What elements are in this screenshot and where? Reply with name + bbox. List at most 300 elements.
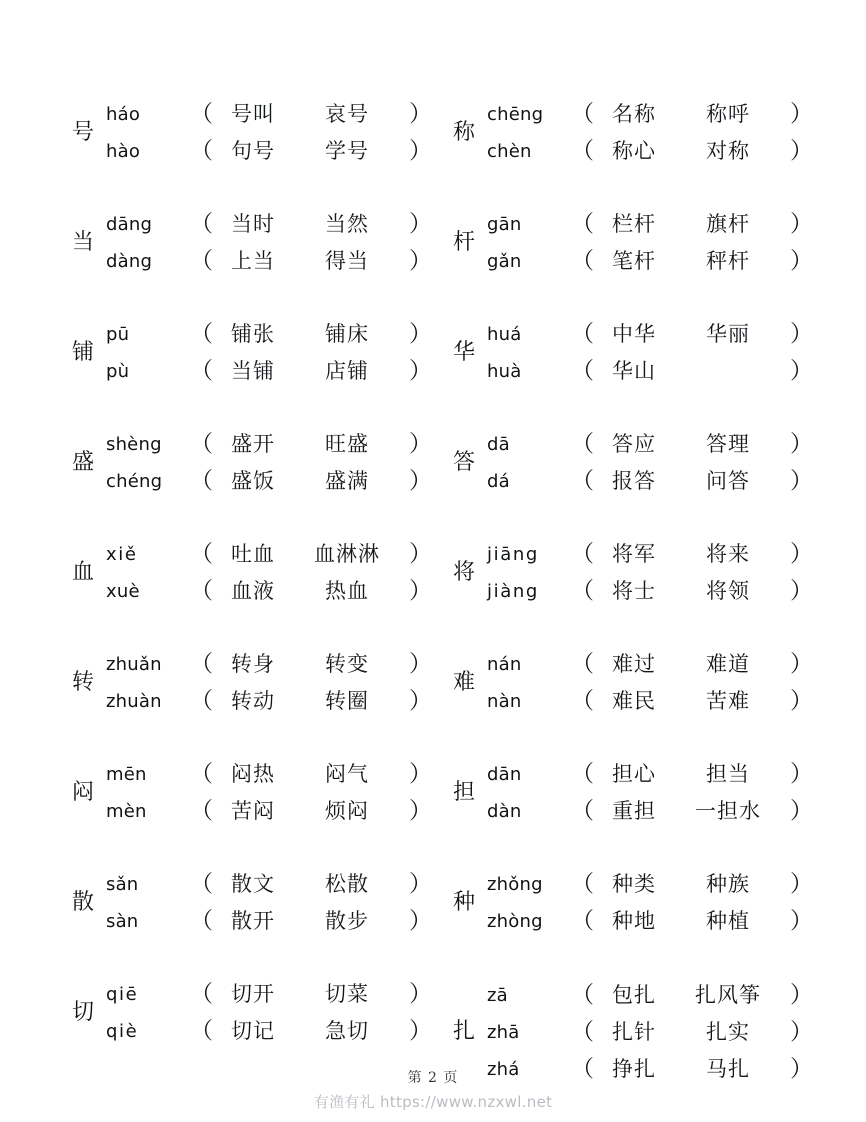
word-slot: 一担水 — [695, 799, 761, 823]
paren-open: （ — [571, 101, 594, 127]
word-slot: 切记 — [231, 1019, 275, 1043]
paren-close: ） — [790, 798, 813, 824]
word-slots — [589, 214, 788, 235]
paren-open: （ — [571, 688, 594, 714]
word-slots — [208, 104, 407, 125]
paren-close: ） — [790, 468, 813, 494]
paren-open: （ — [190, 321, 213, 347]
paren-close: ） — [409, 871, 432, 897]
reading-rows — [106, 646, 432, 720]
word-slot: 种地 — [612, 909, 656, 933]
paren-open: （ — [190, 651, 213, 677]
word-slot: 种植 — [706, 909, 750, 933]
paren-open: （ — [571, 138, 594, 164]
word-slot: 对称 — [706, 139, 750, 163]
head-character: 血 — [71, 560, 94, 585]
paren-open: （ — [190, 761, 213, 787]
paren-close: ） — [409, 651, 432, 677]
word-slot: 学号 — [325, 139, 369, 163]
word-slot: 旺盛 — [325, 432, 369, 456]
word-slots — [589, 654, 788, 675]
paren-open: （ — [571, 798, 594, 824]
paren-open: （ — [571, 871, 594, 897]
head-character: 答 — [452, 450, 475, 475]
word-slot: 闷热 — [231, 762, 275, 786]
word-slot: 种族 — [706, 872, 750, 896]
word-slots — [208, 911, 407, 932]
paren-close: ） — [409, 248, 432, 274]
reading-row — [106, 206, 432, 243]
word-slot: 散文 — [231, 872, 275, 896]
word-slots — [208, 141, 407, 162]
reading-row — [487, 903, 813, 940]
reading-row — [106, 463, 432, 500]
word-slot: 担当 — [706, 762, 750, 786]
reading-rows — [106, 976, 432, 1050]
word-slots — [589, 874, 788, 895]
paren-close: ） — [790, 1018, 813, 1045]
pinyin: dā — [487, 434, 510, 455]
reading-row — [106, 316, 432, 353]
word-slot: 血淋淋 — [314, 542, 380, 566]
pinyin: huá — [487, 324, 522, 345]
left-column — [60, 78, 432, 1068]
word-slot: 笔杆 — [612, 249, 656, 273]
paren-open: （ — [190, 101, 213, 127]
paren-open: （ — [571, 211, 594, 237]
reading-row — [487, 756, 813, 793]
pinyin: zhuàn — [106, 691, 162, 712]
word-slots — [589, 1019, 788, 1044]
paren-close: ） — [409, 101, 432, 127]
paren-open: （ — [190, 871, 213, 897]
word-slot: 盛满 — [325, 469, 369, 493]
word-slot: 难过 — [612, 652, 656, 676]
word-slot: 血液 — [231, 579, 275, 603]
word-slot: 马扎 — [706, 1056, 750, 1081]
reading-row — [487, 977, 813, 1014]
word-slot: 散开 — [231, 909, 275, 933]
head-character: 盛 — [71, 450, 94, 475]
paren-open: （ — [571, 908, 594, 934]
paren-close: ） — [790, 431, 813, 457]
paren-open: （ — [571, 578, 594, 604]
pinyin: gǎn — [487, 251, 522, 272]
word-slot: 称心 — [612, 139, 656, 163]
entry-group — [441, 628, 813, 738]
word-slot: 烦闷 — [325, 799, 369, 823]
paren-close: ） — [790, 101, 813, 127]
word-slot: 栏杆 — [612, 212, 656, 236]
paren-close: ） — [790, 908, 813, 934]
paren-open: （ — [190, 908, 213, 934]
entry-group — [60, 408, 432, 518]
word-slot: 转身 — [231, 652, 275, 676]
word-slot: 报答 — [612, 469, 656, 493]
word-slots — [589, 361, 788, 382]
pinyin: dàng — [106, 251, 153, 272]
word-slot: 转圈 — [325, 689, 369, 713]
word-slots — [589, 764, 788, 785]
word-slot: 问答 — [706, 469, 750, 493]
word-slot: 盛开 — [231, 432, 275, 456]
word-slot: 难道 — [706, 652, 750, 676]
reading-row — [487, 463, 813, 500]
paren-open: （ — [571, 431, 594, 457]
paren-close: ） — [790, 358, 813, 384]
entry-group — [60, 518, 432, 628]
paren-open: （ — [571, 1055, 594, 1082]
pinyin: chéng — [106, 471, 163, 492]
word-slot: 种类 — [612, 872, 656, 896]
word-slot: 重担 — [612, 799, 656, 823]
paren-close: ） — [409, 798, 432, 824]
page-footer — [0, 1067, 866, 1112]
word-slots — [208, 361, 407, 382]
word-slots — [589, 801, 788, 822]
pinyin: pù — [106, 361, 130, 382]
paren-open: （ — [190, 358, 213, 384]
word-slot: 松散 — [325, 872, 369, 896]
word-slot: 号叫 — [231, 102, 275, 126]
paren-open: （ — [571, 358, 594, 384]
head-character: 担 — [452, 780, 475, 805]
pinyin: sǎn — [106, 874, 139, 895]
reading-rows — [106, 536, 432, 610]
reading-row — [106, 756, 432, 793]
entries-columns — [60, 78, 813, 1106]
word-slot: 秤杆 — [706, 249, 750, 273]
reading-rows — [487, 426, 813, 500]
head-character: 转 — [71, 670, 94, 695]
pinyin: jiāng — [487, 544, 539, 565]
head-character: 难 — [452, 670, 475, 695]
reading-rows — [487, 756, 813, 830]
reading-row — [106, 683, 432, 720]
paren-close: ） — [790, 871, 813, 897]
paren-open: （ — [571, 248, 594, 274]
reading-rows — [487, 206, 813, 280]
reading-row — [106, 573, 432, 610]
paren-close: ） — [409, 908, 432, 934]
head-character: 当 — [71, 230, 94, 255]
entry-group — [60, 188, 432, 298]
paren-open: （ — [190, 981, 213, 1007]
word-slot: 哀号 — [325, 102, 369, 126]
paren-close: ） — [409, 321, 432, 347]
paren-close: ） — [409, 541, 432, 567]
paren-close: ） — [790, 578, 813, 604]
pinyin: zhuǎn — [106, 654, 162, 675]
reading-row — [487, 206, 813, 243]
pinyin: háo — [106, 104, 141, 125]
paren-open: （ — [571, 541, 594, 567]
pinyin: sàn — [106, 911, 139, 932]
paren-open: （ — [571, 761, 594, 787]
pinyin: zhā — [487, 1021, 520, 1043]
pinyin: chēng — [487, 104, 544, 125]
paren-open: （ — [190, 138, 213, 164]
word-slots — [208, 434, 407, 455]
watermark-text: 有渔有礼 https://www.nzxwl.net — [313, 1093, 553, 1111]
paren-open: （ — [190, 578, 213, 604]
word-slot: 担心 — [612, 762, 656, 786]
reading-row — [487, 866, 813, 903]
word-slots — [589, 982, 788, 1007]
word-slot: 铺床 — [325, 322, 369, 346]
word-slot: 热血 — [325, 579, 369, 603]
word-slot: 扎风筝 — [695, 982, 761, 1007]
paren-open: （ — [571, 1018, 594, 1045]
head-character: 华 — [452, 340, 475, 365]
word-slots — [589, 141, 788, 162]
head-character: 闷 — [71, 780, 94, 805]
word-slot: 答理 — [706, 432, 750, 456]
paren-close: ） — [409, 688, 432, 714]
word-slot: 当铺 — [231, 359, 275, 383]
pinyin: zhá — [487, 1058, 520, 1080]
reading-row — [487, 1014, 813, 1051]
head-character: 杆 — [452, 230, 475, 255]
reading-rows — [487, 866, 813, 940]
word-slot: 散步 — [325, 909, 369, 933]
word-slot: 得当 — [325, 249, 369, 273]
pinyin: shèng — [106, 434, 162, 455]
entry-group — [441, 738, 813, 848]
reading-row — [106, 353, 432, 390]
paren-open: （ — [571, 468, 594, 494]
word-slots — [589, 251, 788, 272]
pinyin: dàn — [487, 801, 522, 822]
paren-close: ） — [790, 138, 813, 164]
reading-rows — [106, 756, 432, 830]
pinyin: huà — [487, 361, 522, 382]
reading-row — [106, 646, 432, 683]
entry-group — [441, 408, 813, 518]
paren-open: （ — [190, 431, 213, 457]
paren-close: ） — [790, 248, 813, 274]
word-slots — [208, 764, 407, 785]
paren-close: ） — [790, 541, 813, 567]
paren-open: （ — [190, 211, 213, 237]
reading-row — [487, 646, 813, 683]
word-slot: 急切 — [325, 1019, 369, 1043]
word-slots — [208, 251, 407, 272]
pinyin: xiě — [106, 544, 138, 565]
word-slot: 转变 — [325, 652, 369, 676]
word-slot: 盛饭 — [231, 469, 275, 493]
paren-close: ） — [790, 981, 813, 1008]
pinyin: hào — [106, 141, 141, 162]
word-slot: 切开 — [231, 982, 275, 1006]
reading-row — [106, 976, 432, 1013]
reading-row — [487, 96, 813, 133]
head-character: 铺 — [71, 340, 94, 365]
paren-open: （ — [190, 468, 213, 494]
reading-rows — [106, 426, 432, 500]
reading-row — [487, 133, 813, 170]
reading-row — [487, 316, 813, 353]
word-slot: 闷气 — [325, 762, 369, 786]
reading-row — [487, 683, 813, 720]
paren-open: （ — [571, 981, 594, 1008]
word-slot: 店铺 — [325, 359, 369, 383]
entry-group — [441, 78, 813, 188]
reading-rows — [106, 316, 432, 390]
word-slot: 当时 — [231, 212, 275, 236]
word-slots — [208, 1021, 407, 1042]
pinyin: qiē — [106, 984, 139, 1005]
entry-group — [60, 298, 432, 408]
reading-row — [487, 353, 813, 390]
pinyin: chèn — [487, 141, 532, 162]
pinyin: nán — [487, 654, 522, 675]
word-slot: 答应 — [612, 432, 656, 456]
reading-row — [487, 793, 813, 830]
paren-open: （ — [571, 321, 594, 347]
reading-rows — [487, 646, 813, 720]
head-character: 号 — [71, 120, 94, 145]
pinyin: dāng — [106, 214, 153, 235]
word-slots — [208, 214, 407, 235]
word-slot: 扎实 — [706, 1019, 750, 1044]
word-slot: 句号 — [231, 139, 275, 163]
pinyin: pū — [106, 324, 130, 345]
word-slots — [208, 691, 407, 712]
word-slot: 苦闷 — [231, 799, 275, 823]
paren-close: ） — [409, 211, 432, 237]
paren-close: ） — [409, 578, 432, 604]
paren-close: ） — [409, 761, 432, 787]
reading-row — [106, 1013, 432, 1050]
head-character: 种 — [452, 890, 475, 915]
reading-rows — [487, 536, 813, 610]
word-slot: 当然 — [325, 212, 369, 236]
paren-close: ） — [790, 651, 813, 677]
word-slots — [208, 324, 407, 345]
pinyin: dá — [487, 471, 510, 492]
paren-close: ） — [409, 1018, 432, 1044]
paren-open: （ — [190, 541, 213, 567]
reading-row — [106, 133, 432, 170]
paren-open: （ — [190, 688, 213, 714]
pinyin: zā — [487, 984, 508, 1006]
word-slots — [589, 324, 788, 345]
word-slots — [589, 544, 788, 565]
reading-rows — [106, 96, 432, 170]
word-slot: 中华 — [612, 322, 656, 346]
paren-open: （ — [190, 1018, 213, 1044]
reading-row — [106, 793, 432, 830]
entry-group — [60, 958, 432, 1068]
word-slots — [208, 581, 407, 602]
paren-close: ） — [409, 138, 432, 164]
paren-close: ） — [790, 761, 813, 787]
pinyin: mēn — [106, 764, 147, 785]
pinyin: dān — [487, 764, 522, 785]
word-slots — [589, 691, 788, 712]
word-slot: 苦难 — [706, 689, 750, 713]
word-slot: 吐血 — [231, 542, 275, 566]
pinyin: gān — [487, 214, 522, 235]
word-slots — [589, 471, 788, 492]
paren-close: ） — [790, 321, 813, 347]
pinyin: jiàng — [487, 581, 539, 602]
word-slots — [589, 911, 788, 932]
paren-close: ） — [790, 688, 813, 714]
pinyin: nàn — [487, 691, 522, 712]
word-slot: 铺张 — [231, 322, 275, 346]
word-slot: 难民 — [612, 689, 656, 713]
word-slot: 扎针 — [612, 1019, 656, 1044]
entry-group — [60, 628, 432, 738]
reading-rows — [487, 96, 813, 170]
entry-group — [60, 848, 432, 958]
paren-close: ） — [409, 431, 432, 457]
word-slots — [208, 544, 407, 565]
reading-row — [487, 573, 813, 610]
reading-row — [106, 536, 432, 573]
paren-open: （ — [190, 248, 213, 274]
reading-row — [106, 243, 432, 280]
head-character: 扎 — [452, 1019, 475, 1044]
paren-close: ） — [409, 981, 432, 1007]
word-slots — [208, 471, 407, 492]
word-slots — [208, 874, 407, 895]
word-slot: 将军 — [612, 542, 656, 566]
word-slot: 华丽 — [706, 322, 750, 346]
word-slot: 上当 — [231, 249, 275, 273]
reading-row — [106, 903, 432, 940]
word-slots — [208, 801, 407, 822]
word-slot: 将士 — [612, 579, 656, 603]
word-slot: 将领 — [706, 579, 750, 603]
pinyin: mèn — [106, 801, 147, 822]
reading-row — [487, 426, 813, 463]
word-slots — [589, 434, 788, 455]
entry-group — [60, 738, 432, 848]
paren-close: ） — [409, 468, 432, 494]
pinyin: qiè — [106, 1021, 139, 1042]
pinyin: xuè — [106, 581, 140, 602]
head-character: 将 — [452, 560, 475, 585]
reading-row — [487, 243, 813, 280]
word-slots — [208, 654, 407, 675]
head-character: 散 — [71, 890, 94, 915]
reading-row — [106, 866, 432, 903]
page-number: 第 2 页 — [407, 1070, 459, 1086]
entry-group — [60, 78, 432, 188]
head-character: 称 — [452, 120, 475, 145]
word-slot: 旗杆 — [706, 212, 750, 236]
reading-row — [106, 96, 432, 133]
reading-rows — [106, 866, 432, 940]
paren-close: ） — [409, 358, 432, 384]
word-slot: 包扎 — [612, 982, 656, 1007]
word-slots — [208, 984, 407, 1005]
word-slot: 名称 — [612, 102, 656, 126]
pinyin: zhòng — [487, 911, 543, 932]
word-slots — [589, 104, 788, 125]
word-slot: 将来 — [706, 542, 750, 566]
word-slot: 切菜 — [325, 982, 369, 1006]
head-character: 切 — [71, 1000, 94, 1025]
entry-group — [441, 298, 813, 408]
pinyin: zhǒng — [487, 874, 543, 895]
word-slot: 挣扎 — [612, 1056, 656, 1081]
entry-group — [441, 518, 813, 628]
word-slot: 称呼 — [706, 102, 750, 126]
